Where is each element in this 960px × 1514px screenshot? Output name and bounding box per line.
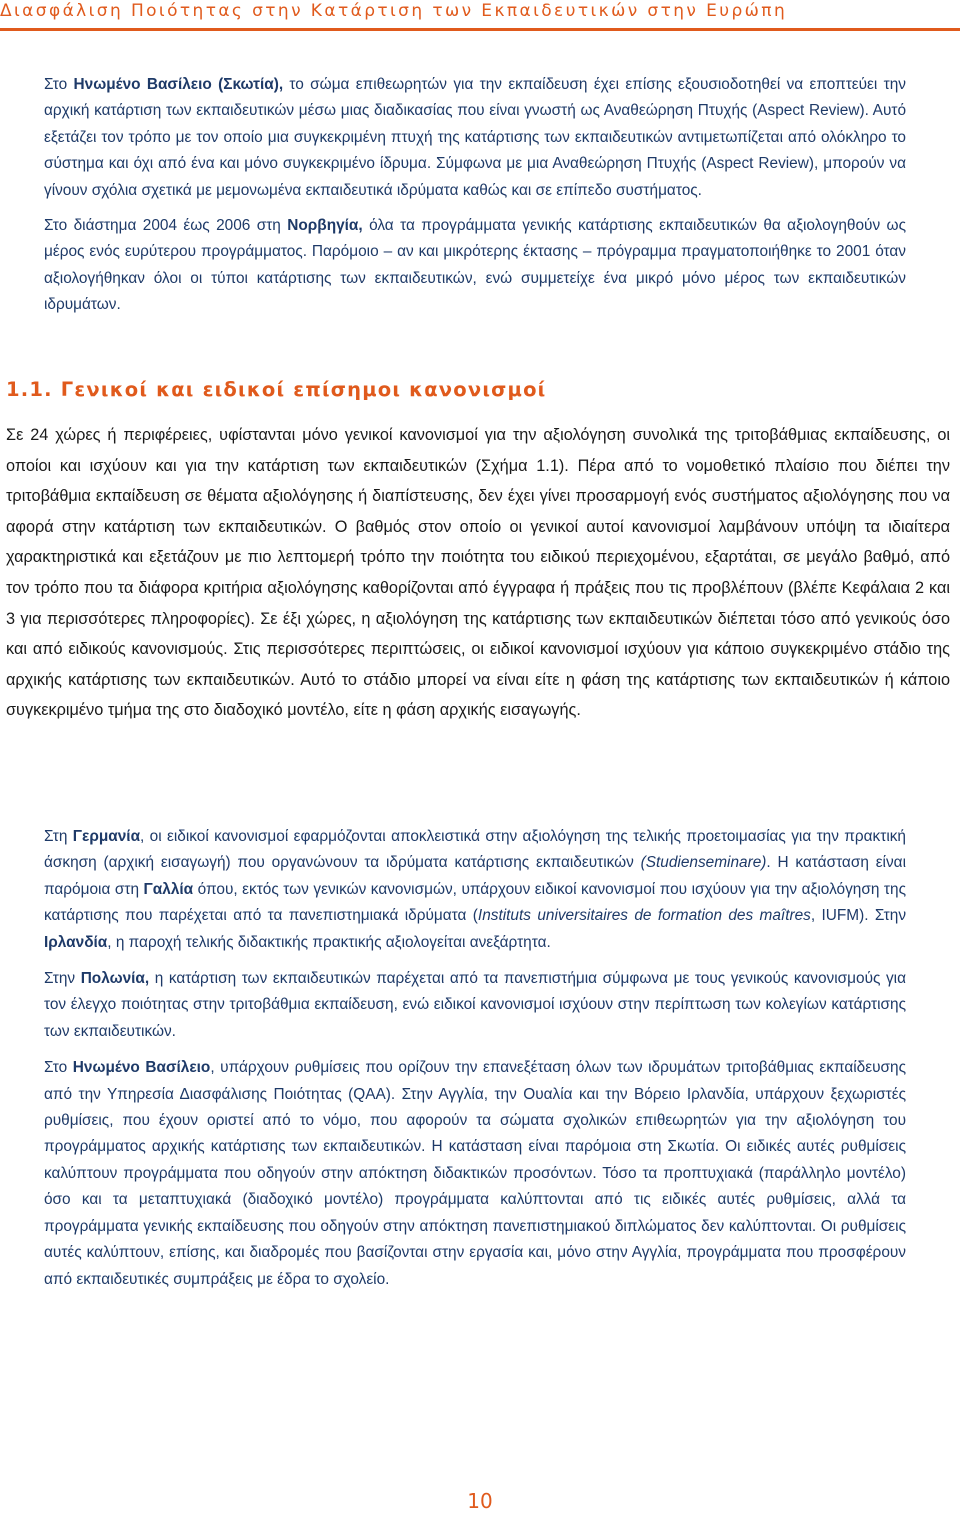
country-name: Γαλλία bbox=[143, 880, 194, 898]
country-name: Ιρλανδία bbox=[44, 933, 108, 951]
institution-name: Instituts universitaires de formation des maîtres bbox=[477, 907, 811, 925]
text: , IUFM). Στην bbox=[810, 907, 907, 925]
text: Στο bbox=[44, 76, 74, 93]
text: η κατάρτιση των εκπαιδευτικών παρέχεται από τα πανεπιστήμια σύμφωνα με τους γενικούς κανονισμούς για τον έλεγχο ποιότητας στην τριτοβάθμια εκπαίδευση, ενώ ειδικοί κανονισμοί ισχύουν στην περίπτωση των κολεγίων κατάρτισης των εκπαιδευτικών. bbox=[44, 970, 906, 1040]
text: Στο διάστημα 2004 έως 2006 στη bbox=[44, 217, 288, 235]
box2-paragraph-poland bbox=[44, 966, 906, 1045]
box1-paragraph-norway bbox=[44, 213, 906, 319]
text: Στο bbox=[44, 1059, 73, 1077]
country-name: Ηνωμένο Βασίλειο (Σκωτία), bbox=[73, 76, 284, 93]
text: , οι ειδικοί κανονισμοί εφαρμόζονται αποκλειστικά στην αξιολόγηση της τελικής προετοιμασίας για την πρακτική άσκηση (αρχική εισαγωγή) που οργανώνουν τα ιδρύματα κατάρτισης εκπαιδευτικών bbox=[44, 828, 906, 872]
main-paragraph: Σε 24 χώρες ή περιφέρειες, υφίστανται μόνο γενικοί κανονισμοί για την αξιολόγηση συνολικά της τριτοβάθμιας εκπαίδευσης, οι οποίοι και ισχύουν και για την κατάρτιση των εκπαιδευτικών (Σχήμα 1.1). Πέρα από το νομοθετικό πλαίσιο που διέπει την τριτοβάθμια εκπαίδευση σε θέματα αξιολόγησης ή διαπίστευσης, δεν έχει γίνει προσαρμογή ενός συστήματος αξιολόγησης που να αφορά στην κατάρτιση των εκπαιδευτικών. Ο βαθμός στον οποίο οι γενικοί αυτοί κανονισμοί λαμβάνουν υπόψη τα ιδιαίτερα χαρακτηριστικά και εξετάζουν με πιο λεπτομερή τρόπο την ποιότητα του ειδικού περιεχομένου, εξαρτάται, σε μεγάλο βαθμό, από τον τρόπο που τα διάφορα κριτήρια αξιολόγησης καθορίζονται από έγγραφα ή πράξεις που τις προβλέπουν (βλέπε Κεφάλαια 2 και 3 για περισσότερες πληροφορίες). Σε έξι χώρες, η αξιολόγηση της κατάρτισης των εκπαιδευτικών διέπεται τόσο από γενικούς όσο και από ειδικούς κανονισμούς. Στις περισσότερες περιπτώσεις, οι ειδικοί κανονισμοί ισχύουν για κάποιο συγκεκριμένο στάδιο της αρχικής κατάρτισης των εκπαιδευτικών. Αυτό το στάδιο μπορεί να είναι είτε η φάση της κατάρτισης των εκπαιδευτικών ή κάποιο συγκεκριμένο τμήμα της στο διαδοχικό μοντέλο, είτε η φάση αρχικής εισαγωγής. bbox=[6, 426, 950, 720]
text: , η παροχή τελικής διδακτικής πρακτικής αξιολογείται ανεξάρτητα. bbox=[107, 933, 551, 951]
text: Στην bbox=[44, 970, 81, 988]
country-name: Νορβηγία, bbox=[287, 217, 363, 235]
text: Στη bbox=[44, 828, 73, 845]
country-name: Γερμανία bbox=[72, 828, 141, 845]
section-title: 1.1. Γενικοί και ειδικοί επίσημοι κανονισμοί bbox=[6, 378, 547, 401]
running-header: Διασφάλιση Ποιότητας στην Κατάρτιση των Εκπαιδευτικών στην Ευρώπη bbox=[0, 1, 788, 21]
country-box-2 bbox=[44, 824, 906, 1293]
text: όλα τα προγράμματα γενικής κατάρτισης εκπαιδευτικών θα αξιολογηθούν ως μέρος ενός ευρύτερου προγράμματος. Παρόμοιο – αν και μικρότερης έκτασης – πρόγραμμα πραγματοποιήθηκε το 2001 όταν αξιολογήθηκαν όλοι οι τύποι κατάρτισης των εκπαιδευτικών, ενώ συμμετείχε ένα μικρό μόνο μέρος των εκπαιδευτικών ιδρυμάτων. bbox=[44, 217, 906, 314]
text: όπου, εκτός των γενικών κανονισμών, υπάρχουν ειδικοί κανονισμοί που ισχύουν για την αξιολόγηση της κατάρτισης που παρέχεται από τα πανεπιστημιακά ιδρύματα ( bbox=[44, 880, 906, 925]
institution-name: (Studienseminare) bbox=[640, 854, 767, 872]
country-name: Πολωνία, bbox=[80, 970, 150, 988]
text: . Η κατάσταση είναι παρόμοια στη bbox=[44, 854, 906, 898]
country-name: Ηνωμένο Βασίλειο bbox=[72, 1059, 211, 1077]
box1-paragraph-uk-scotland bbox=[44, 72, 906, 204]
page-number: 10 bbox=[467, 1489, 493, 1513]
country-box-1 bbox=[44, 72, 906, 319]
text: , υπάρχουν ρυθμίσεις που ορίζουν την επανεξέταση όλων των ιδρυμάτων τριτοβάθμιας εκπαίδευσης από την Υπηρεσία Διασφάλισης Ποιότητας (QAA). Στην Αγγλία, την Ουαλία και την Βόρειο Ιρλανδία, υπάρχουν ξεχωριστές ρυθμίσεις, που έχουν οριστεί από το νόμο, που αφορούν τα σώματα σχολικών επιθεωρητών για την αξιολόγηση του προγράμματος αρχικής κατάρτισης των εκπαιδευτικών. Η κατάσταση είναι παρόμοια στη Σκωτία. Οι ειδικές αυτές ρυθμίσεις καλύπτουν προγράμματα που οδηγούν στην απόκτηση διδακτικών προσόντων. Τόσο τα προπτυχιακά (παράλληλο μοντέλο) όσο και τα μεταπτυχιακά (διαδοχικό μοντέλο) προγράμματα καλύπτονται από τις ειδικές αυτές ρυθμίσεις, αλλά τα προγράμματα γενικής εκπαίδευσης που οδηγούν στην απόκτηση πανεπιστημιακού διπλώματος δεν καλύπτονται. Οι ρυθμίσεις αυτές καλύπτουν, επίσης, και διαδρομές που βασίζονται στην εργασία και, μόνο στην Αγγλία, προγράμματα που προσφέρουν από εκπαιδευτικές συμπράξεις με έδρα το σχολείο. bbox=[44, 1059, 906, 1288]
header-rule bbox=[0, 28, 960, 31]
text: το σώμα επιθεωρητών για την εκπαίδευση έχει επίσης εξουσιοδοτηθεί να εποπτεύει την αρχική κατάρτιση των εκπαιδευτικών μέσω μιας διαδικασίας που είναι γνωστή ως Αναθεώρηση Πτυχής (Aspect Review). Αυτό εξετάζει τον τρόπο με τον οποίο μια συγκεκριμένη πτυχή της κατάρτισης των εκπαιδευτικών αντιμετωπίζεται από ολόκληρο το σύστημα και όχι από ένα και μόνο συγκεκριμένο ίδρυμα. Σύμφωνα με μια Αναθεώρηση Πτυχής (Aspect Review), μπορούν να γίνουν σχόλια σχετικά με μεμονωμένα εκπαιδευτικά ιδρύματα καθώς και σε επίπεδο συστήματος. bbox=[44, 76, 906, 199]
box2-paragraph-germany-france-ireland bbox=[44, 824, 906, 956]
box2-paragraph-uk bbox=[44, 1055, 906, 1293]
